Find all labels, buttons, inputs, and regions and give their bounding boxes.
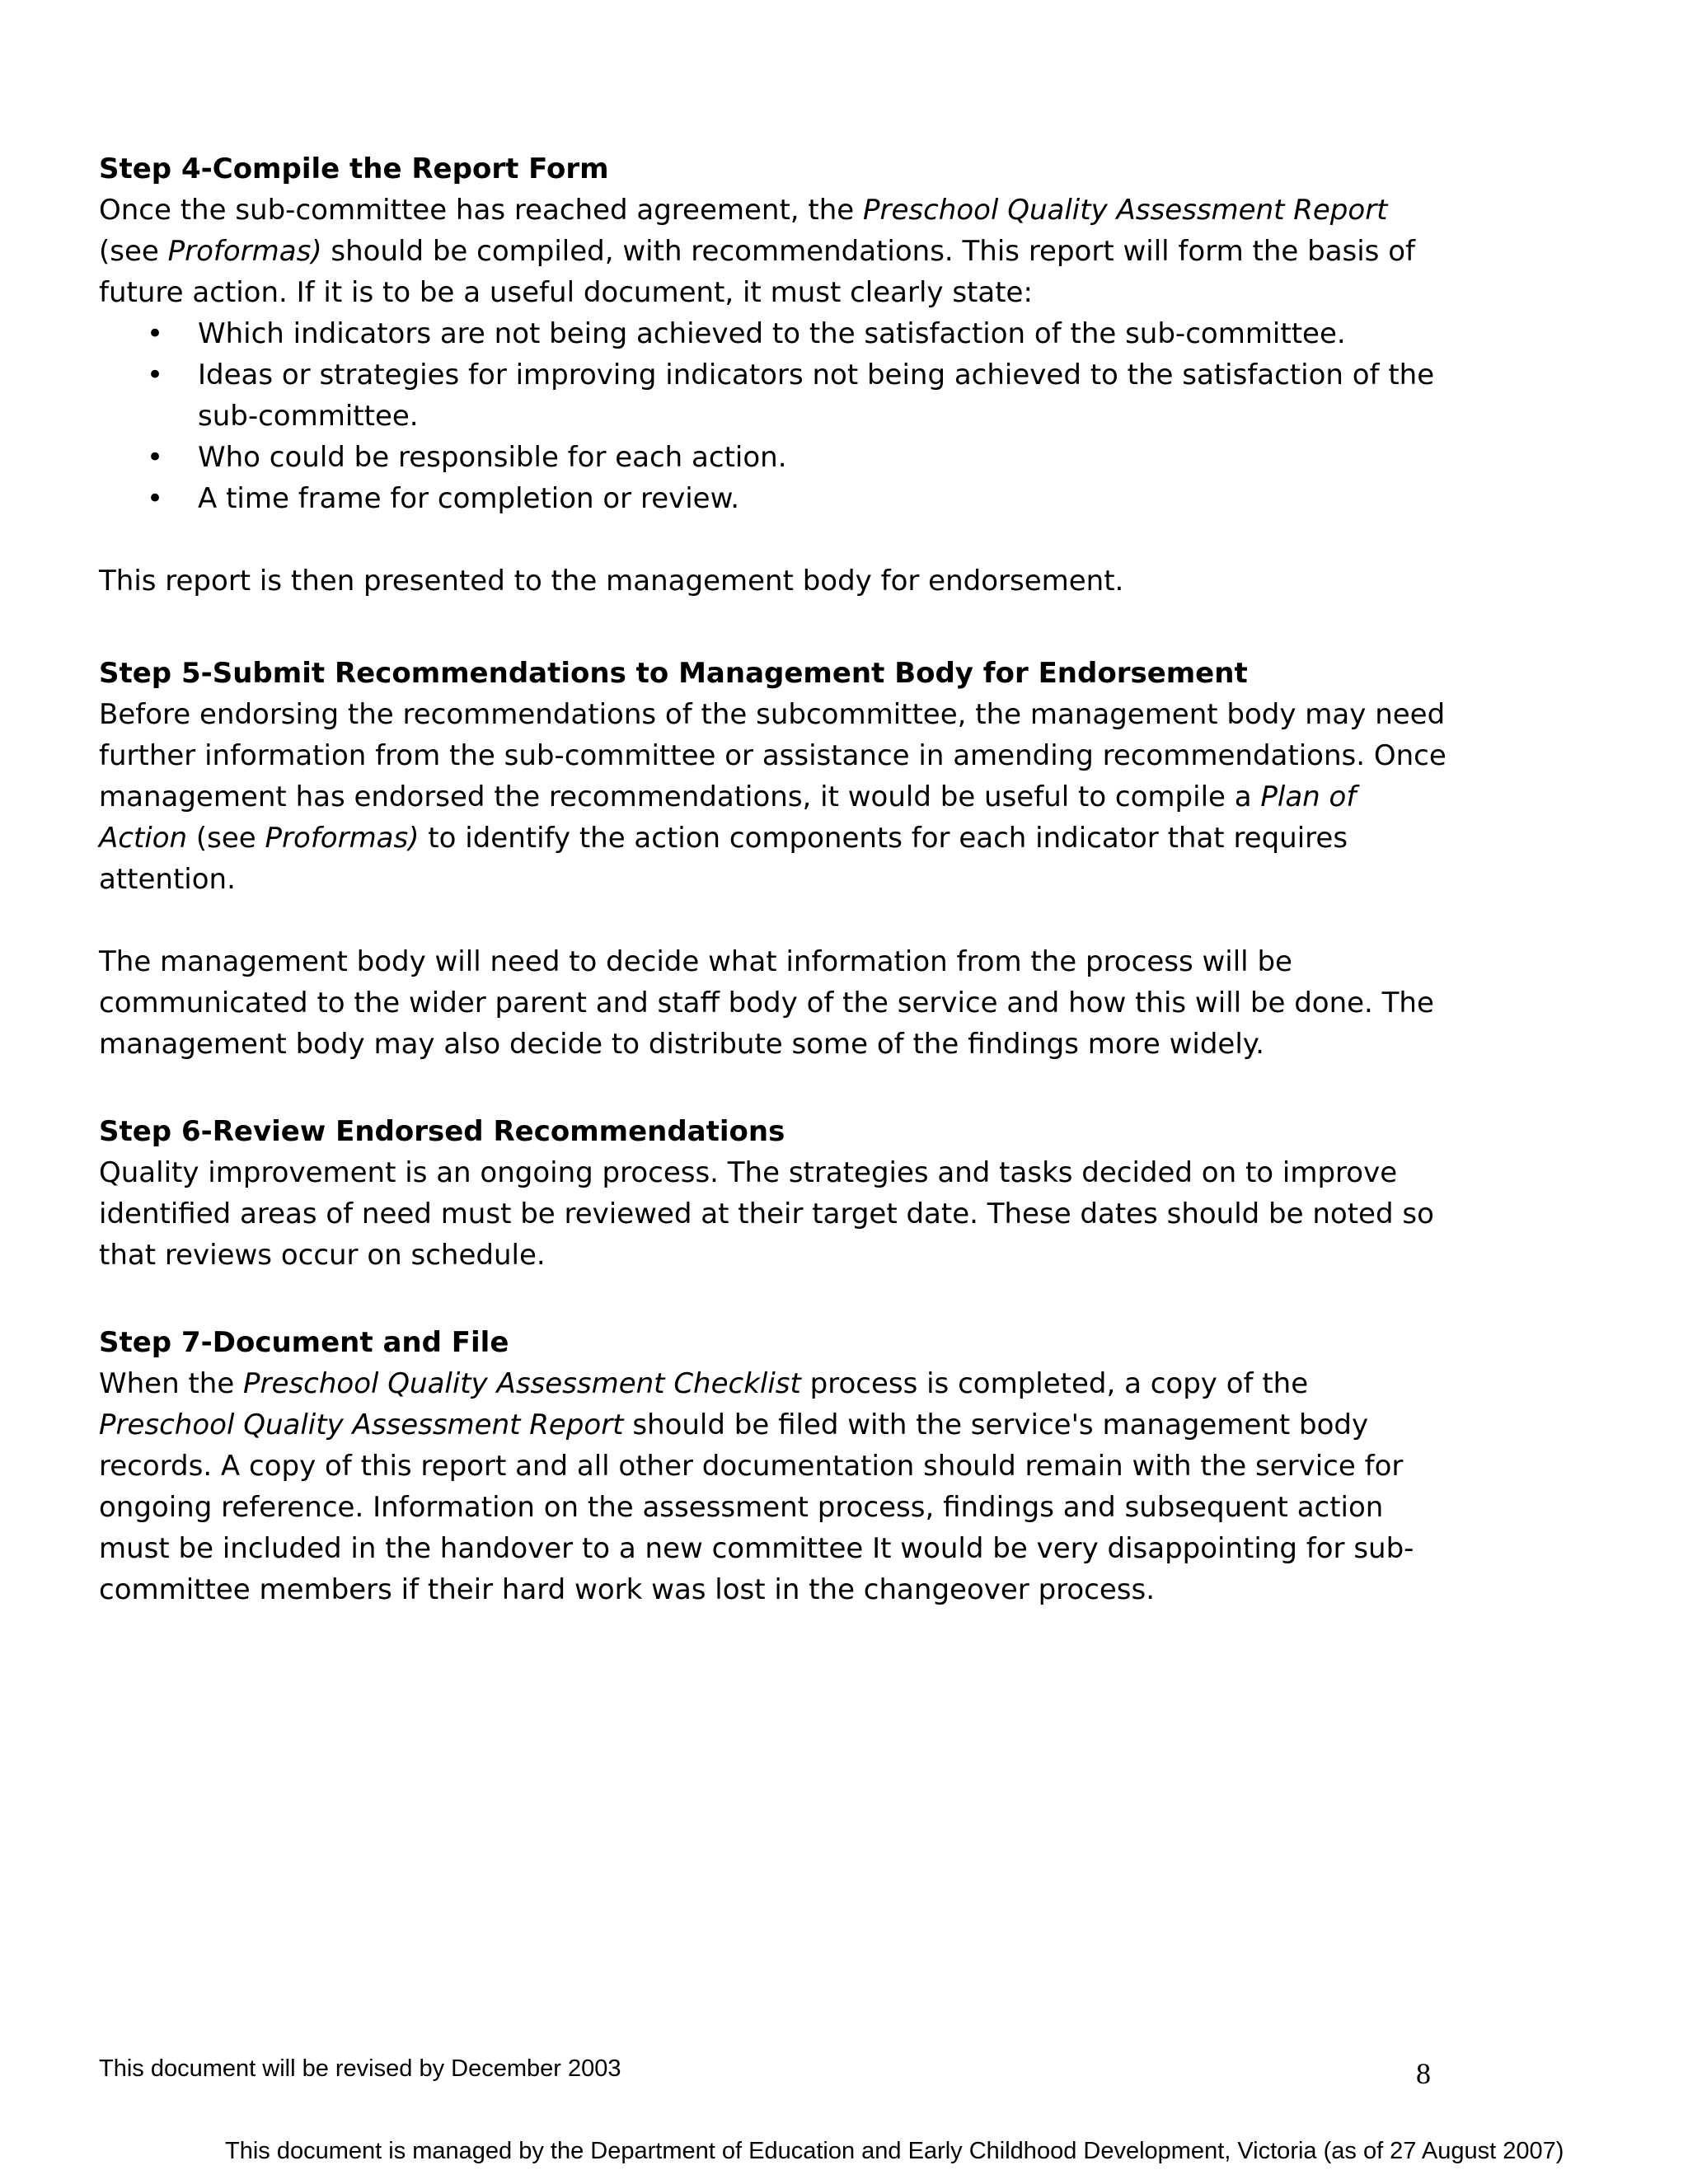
step-7-heading: Step 7-Document and File: [99, 1326, 509, 1359]
step-4-closing-paragraph: This report is then presented to the management body for endorsement.: [99, 565, 1124, 598]
step-5-text-c: to identify the action components for each indicator that requires attention.: [99, 822, 1348, 896]
list-item: [147, 478, 1451, 519]
step-6-section: [99, 1111, 1451, 1276]
managed-by-note: This document is managed by the Department of Education and Early Childhood Development, Victoria (as of 27 August 2007): [225, 2138, 1564, 2164]
bullet-icon: •: [147, 482, 164, 515]
list-item-text: A time frame for completion or review.: [198, 482, 740, 515]
step-4-text-a: Once the sub-committee has reached agreement, the: [99, 194, 863, 227]
step-5-section: [99, 653, 1451, 1065]
step-5-plan-title: Plan of Action: [99, 780, 1357, 855]
bullet-icon: •: [147, 441, 164, 474]
step-7-paragraph: [99, 1363, 1451, 1610]
step-5-paragraph-2: The management body will need to decide what information from the process will be communicated to the wider parent and staff body of the service and how this will be done. The management body may also decide to distribute some of the findings more widely.: [99, 945, 1434, 1061]
step-4-paragraph: [99, 190, 1451, 313]
step-4-report-title: Preschool Quality Assessment Report: [863, 194, 1388, 227]
list-item-text: Which indicators are not being achieved to the satisfaction of the sub-committee.: [198, 317, 1346, 350]
step-4-text-c: should be compiled, with recommendations. This report will form the basis of future action. If it is to be a useful document, it must clearly state:: [99, 235, 1415, 309]
step-7-section: [99, 1322, 1451, 1610]
step-6-paragraph: Quality improvement is an ongoing process. The strategies and tasks decided on to improve identified areas of need must be reviewed at their target date. These dates should be noted so that reviews occur on schedule.: [99, 1156, 1434, 1272]
step-5-text-a: Before endorsing the recommendations of the subcommittee, the management body may need further information from the sub-committee or assistance in amending recommendations. Once management has endorsed the recommendations, it would be useful to compile a: [99, 698, 1447, 813]
step-7-text-b: process is completed, a copy of the: [800, 1367, 1309, 1400]
step-7-text-c: should be filed with the service's management body records. A copy of this report and all other documentation should remain with the service for ongoing reference. Information on the assessment process, findings and subsequent action must be included in the handover to a new committee It would be very disappointing for sub-committee members if their hard work was lost in the changeover process.: [99, 1408, 1414, 1606]
document-body: [99, 148, 1451, 1652]
step-4-proformas-ref: Proformas): [167, 235, 322, 268]
step-4-heading: Step 4-Compile the Report Form: [99, 152, 609, 185]
step-5-text-b: (see: [187, 822, 265, 855]
step-7-report-title: Preschool Quality Assessment Report: [99, 1408, 624, 1441]
step-5-heading: Step 5-Submit Recommendations to Management Body for Endorsement: [99, 657, 1248, 690]
step-6-heading: Step 6-Review Endorsed Recommendations: [99, 1115, 785, 1148]
step-4-bullet-list: [99, 313, 1451, 519]
step-4-section: [99, 148, 1451, 602]
list-item: [147, 313, 1451, 354]
list-item-text: Who could be responsible for each action.: [198, 441, 787, 474]
step-5-proformas-ref: Proformas): [265, 822, 420, 855]
step-7-checklist-title: Preschool Quality Assessment Checklist: [243, 1367, 801, 1400]
page-number: 8: [1416, 2057, 1431, 2090]
step-7-text-a: When the: [99, 1367, 244, 1400]
bullet-icon: •: [147, 317, 164, 350]
step-5-paragraph: [99, 694, 1451, 900]
step-4-text-b: (see: [99, 235, 168, 268]
bullet-icon: •: [147, 359, 164, 391]
list-item-text: Ideas or strategies for improving indicators not being achieved to the satisfaction of the sub-committee.: [198, 359, 1435, 433]
list-item: [147, 437, 1451, 478]
list-item: [147, 354, 1451, 437]
revision-note: This document will be revised by December 2003: [99, 2055, 621, 2082]
